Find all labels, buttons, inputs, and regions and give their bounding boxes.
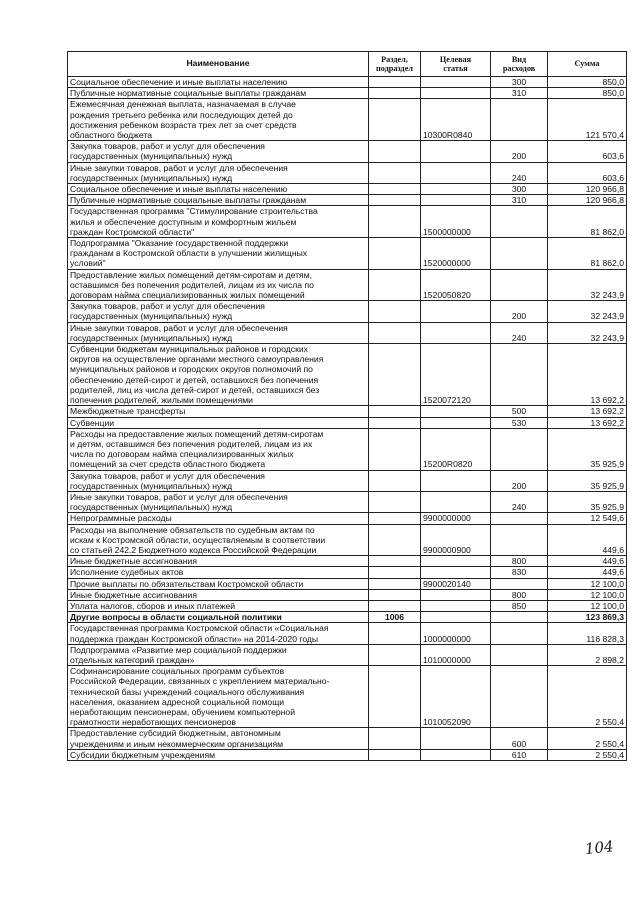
row-section-cell xyxy=(369,206,421,238)
row-section-cell xyxy=(369,600,421,611)
row-target-cell: 1000000000 xyxy=(421,623,491,644)
row-target-cell xyxy=(421,417,491,428)
row-expense-type-cell: 240 xyxy=(491,322,548,343)
row-name-cell: Иные бюджетные ассигнования xyxy=(68,589,369,600)
row-expense-type-cell xyxy=(491,269,548,301)
row-sum-cell: 35 925,9 xyxy=(548,491,627,512)
row-sum-cell: 123 869,3 xyxy=(548,612,627,623)
row-section-cell xyxy=(369,417,421,428)
row-section-cell xyxy=(369,141,421,162)
row-target-cell xyxy=(421,612,491,623)
row-target-cell: 15200R0820 xyxy=(421,428,491,470)
row-name-cell: Ежемесячная денежная выплата, назначаемая в случае рождения третьего ребенка или последующих детей до достижения ребенком возраста трех лет за счет средств областного бюджета xyxy=(68,99,369,141)
table-row xyxy=(68,524,627,556)
row-expense-type-cell: 800 xyxy=(491,589,548,600)
row-expense-type-cell xyxy=(491,666,548,728)
row-name-cell: Иные бюджетные ассигнования xyxy=(68,556,369,567)
table-row xyxy=(68,184,627,195)
row-section-cell xyxy=(369,195,421,206)
table-row xyxy=(68,406,627,417)
row-sum-cell: 81 862,0 xyxy=(548,238,627,270)
row-expense-type-cell: 830 xyxy=(491,567,548,578)
row-name-cell: Предоставление жилых помещений детям-сиротам и детям, оставшимся без попечения родителей, лицам из их числа по договорам найма специализированных жилых помещений xyxy=(68,269,369,301)
row-section-cell xyxy=(369,238,421,270)
row-name-cell: Государственная программа "Стимулирование строительства жилья и обеспечение доступным и комфортным жильем граждан Костромской области" xyxy=(68,206,369,238)
row-expense-type-cell: 300 xyxy=(491,184,548,195)
row-target-cell: 1010052090 xyxy=(421,666,491,728)
row-name-cell: Закупка товаров, работ и услуг для обеспечения государственных (муниципальных) нужд xyxy=(68,301,369,322)
row-name-cell: Иные закупки товаров, работ и услуг для обеспечения государственных (муниципальных) нужд xyxy=(68,162,369,183)
row-sum-cell: 32 243,9 xyxy=(548,322,627,343)
row-sum-cell: 2 550,4 xyxy=(548,728,627,749)
row-expense-type-cell xyxy=(491,644,548,665)
table-row xyxy=(68,99,627,141)
row-expense-type-cell: 850 xyxy=(491,600,548,611)
row-target-cell xyxy=(421,406,491,417)
row-section-cell xyxy=(369,728,421,749)
row-name-cell: Публичные нормативные социальные выплаты гражданам xyxy=(68,88,369,99)
table-row xyxy=(68,612,627,623)
row-expense-type-cell: 200 xyxy=(491,141,548,162)
table-row xyxy=(68,238,627,270)
row-name-cell: Государственная программа Костромской области «Социальная поддержка граждан Костромской области» на 2014-2020 годы xyxy=(68,623,369,644)
table-row xyxy=(68,428,627,470)
row-name-cell: Расходы на предоставление жилых помещений детям-сиротам и детям, оставшимся без попечения родителей, лицам из их числа по договорам найма специализированных жилых помещений за счет средств областного бюджета xyxy=(68,428,369,470)
row-sum-cell: 13 692,2 xyxy=(548,406,627,417)
row-expense-type-cell: 610 xyxy=(491,749,548,760)
row-sum-cell: 2 550,4 xyxy=(548,666,627,728)
table-row xyxy=(68,513,627,524)
row-name-cell: Межбюджетные трансферты xyxy=(68,406,369,417)
table-row xyxy=(68,88,627,99)
table-row xyxy=(68,666,627,728)
row-sum-cell: 32 243,9 xyxy=(548,269,627,301)
row-expense-type-cell: 240 xyxy=(491,162,548,183)
row-section-cell xyxy=(369,567,421,578)
row-section-cell xyxy=(369,491,421,512)
row-sum-cell: 449,6 xyxy=(548,567,627,578)
row-sum-cell: 35 925,9 xyxy=(548,428,627,470)
row-target-cell xyxy=(421,322,491,343)
row-name-cell: Иные закупки товаров, работ и услуг для обеспечения государственных (муниципальных) нужд xyxy=(68,322,369,343)
row-sum-cell: 32 243,9 xyxy=(548,301,627,322)
page-number: 104 xyxy=(584,837,615,859)
row-name-cell: Уплата налогов, сборов и иных платежей xyxy=(68,600,369,611)
row-sum-cell: 603,6 xyxy=(548,141,627,162)
table-row xyxy=(68,556,627,567)
row-expense-type-cell xyxy=(491,612,548,623)
row-name-cell: Прочие выплаты по обязательствам Костромской области xyxy=(68,578,369,589)
row-target-cell: 1520000000 xyxy=(421,238,491,270)
row-target-cell xyxy=(421,491,491,512)
row-target-cell xyxy=(421,728,491,749)
row-expense-type-cell: 310 xyxy=(491,195,548,206)
table-row xyxy=(68,269,627,301)
row-section-cell xyxy=(369,269,421,301)
row-name-cell: Исполнение судебных актов xyxy=(68,567,369,578)
row-expense-type-cell: 200 xyxy=(491,301,548,322)
table-row xyxy=(68,644,627,665)
row-section-cell xyxy=(369,578,421,589)
table-body xyxy=(68,77,627,761)
row-sum-cell: 35 925,9 xyxy=(548,470,627,491)
table-row xyxy=(68,322,627,343)
table-row xyxy=(68,578,627,589)
row-expense-type-cell: 200 xyxy=(491,470,548,491)
row-sum-cell: 120 966,8 xyxy=(548,184,627,195)
row-name-cell: Иные закупки товаров, работ и услуг для обеспечения государственных (муниципальных) нужд xyxy=(68,491,369,512)
row-expense-type-cell xyxy=(491,238,548,270)
row-target-cell xyxy=(421,301,491,322)
table-row xyxy=(68,195,627,206)
row-name-cell: Закупка товаров, работ и услуг для обеспечения государственных (муниципальных) нужд xyxy=(68,141,369,162)
row-sum-cell: 12 100,0 xyxy=(548,589,627,600)
row-section-cell xyxy=(369,88,421,99)
row-target-cell xyxy=(421,162,491,183)
row-target-cell xyxy=(421,195,491,206)
row-section-cell xyxy=(369,184,421,195)
row-section-cell xyxy=(369,666,421,728)
row-section-cell xyxy=(369,589,421,600)
row-target-cell: 1520050820 xyxy=(421,269,491,301)
row-section-cell xyxy=(369,301,421,322)
row-expense-type-cell xyxy=(491,99,548,141)
row-expense-type-cell: 240 xyxy=(491,491,548,512)
row-sum-cell: 2 550,4 xyxy=(548,749,627,760)
table-row xyxy=(68,623,627,644)
table-row xyxy=(68,417,627,428)
row-section-cell xyxy=(369,623,421,644)
row-expense-type-cell: 310 xyxy=(491,88,548,99)
table-row xyxy=(68,589,627,600)
row-expense-type-cell xyxy=(491,428,548,470)
table-row xyxy=(68,470,627,491)
row-target-cell xyxy=(421,77,491,88)
row-expense-type-cell xyxy=(491,344,548,406)
table-header-row xyxy=(68,52,627,77)
row-section-cell xyxy=(369,344,421,406)
row-expense-type-cell xyxy=(491,513,548,524)
row-section-cell xyxy=(369,77,421,88)
row-section-cell xyxy=(369,322,421,343)
row-name-cell: Социальное обеспечение и иные выплаты населению xyxy=(68,77,369,88)
row-sum-cell: 121 570,4 xyxy=(548,99,627,141)
row-target-cell: 1500000000 xyxy=(421,206,491,238)
row-name-cell: Закупка товаров, работ и услуг для обеспечения государственных (муниципальных) нужд xyxy=(68,470,369,491)
row-sum-cell: 13 692,2 xyxy=(548,344,627,406)
row-target-cell: 10300R0840 xyxy=(421,99,491,141)
header-sum: Сумма xyxy=(548,52,627,77)
row-expense-type-cell: 800 xyxy=(491,556,548,567)
row-sum-cell: 850,0 xyxy=(548,88,627,99)
row-section-cell xyxy=(369,644,421,665)
row-sum-cell: 120 966,8 xyxy=(548,195,627,206)
row-name-cell: Подпрограмма "Оказание государственной поддержки гражданам в Костромской области в улучшении жилищных условий" xyxy=(68,238,369,270)
row-name-cell: Публичные нормативные социальные выплаты гражданам xyxy=(68,195,369,206)
row-expense-type-cell xyxy=(491,578,548,589)
table-row xyxy=(68,344,627,406)
row-name-cell: Субвенции бюджетам муниципальных районов и городских округов на осуществление органами местного самоуправления муниципальных районов и городских округов полномочий по обеспечению детей-сирот и детей, оставшихся без попечения родителей, лиц из числа детей-сирот и детей, оставшихся без попечения родителей, жилыми помещениями xyxy=(68,344,369,406)
row-target-cell xyxy=(421,589,491,600)
table-row xyxy=(68,141,627,162)
row-section-cell xyxy=(369,162,421,183)
row-target-cell: 9900000900 xyxy=(421,524,491,556)
row-sum-cell: 2 898,2 xyxy=(548,644,627,665)
header-section: Раздел, подраздел xyxy=(369,52,421,77)
row-section-cell xyxy=(369,99,421,141)
row-expense-type-cell: 600 xyxy=(491,728,548,749)
row-target-cell xyxy=(421,567,491,578)
row-name-cell: Субсидии бюджетным учреждениям xyxy=(68,749,369,760)
row-section-cell xyxy=(369,428,421,470)
row-name-cell: Непрограммные расходы xyxy=(68,513,369,524)
row-section-cell xyxy=(369,406,421,417)
row-target-cell xyxy=(421,88,491,99)
row-target-cell: 1010000000 xyxy=(421,644,491,665)
row-expense-type-cell xyxy=(491,623,548,644)
row-expense-type-cell: 500 xyxy=(491,406,548,417)
row-name-cell: Расходы на выполнение обязательств по судебным актам по искам к Костромской области, осуществляемым в соответствии со статьей 242.2 Бюджетного кодекса Российской Федерации xyxy=(68,524,369,556)
row-sum-cell: 12 549,6 xyxy=(548,513,627,524)
table-row xyxy=(68,301,627,322)
table-row xyxy=(68,77,627,88)
row-target-cell: 1520072120 xyxy=(421,344,491,406)
table-row xyxy=(68,600,627,611)
row-expense-type-cell: 300 xyxy=(491,77,548,88)
row-sum-cell: 13 692,2 xyxy=(548,417,627,428)
row-name-cell: Предоставление субсидий бюджетным, автономным учреждениям и иным некоммерческим организациям xyxy=(68,728,369,749)
row-sum-cell: 116 828,3 xyxy=(548,623,627,644)
row-target-cell: 9900000000 xyxy=(421,513,491,524)
row-name-cell: Софинансирование социальных программ субъектов Российской Федерации, связанных с укреплением материально- технической базы учреждений социального обслуживания населения, оказанием адресной социальной помощи неработающим пенсионерам, обучением компьютерной грамотности неработающих пенсионеров xyxy=(68,666,369,728)
row-section-cell xyxy=(369,470,421,491)
table-row xyxy=(68,749,627,760)
table-row xyxy=(68,206,627,238)
row-sum-cell: 81 862,0 xyxy=(548,206,627,238)
row-section-cell: 1006 xyxy=(369,612,421,623)
row-expense-type-cell: 530 xyxy=(491,417,548,428)
table-row xyxy=(68,567,627,578)
row-expense-type-cell xyxy=(491,206,548,238)
row-section-cell xyxy=(369,524,421,556)
row-name-cell: Другие вопросы в области социальной политики xyxy=(68,612,369,623)
row-sum-cell: 12 100,0 xyxy=(548,578,627,589)
row-section-cell xyxy=(369,556,421,567)
table-row xyxy=(68,162,627,183)
row-section-cell xyxy=(369,513,421,524)
row-sum-cell: 850,0 xyxy=(548,77,627,88)
row-name-cell: Социальное обеспечение и иные выплаты населению xyxy=(68,184,369,195)
header-expense-type: Вид расходов xyxy=(491,52,548,77)
row-target-cell xyxy=(421,470,491,491)
row-target-cell xyxy=(421,141,491,162)
row-sum-cell: 449,6 xyxy=(548,556,627,567)
row-target-cell: 9900020140 xyxy=(421,578,491,589)
row-sum-cell: 12 100,0 xyxy=(548,600,627,611)
header-target: Целевая статья xyxy=(421,52,491,77)
budget-table xyxy=(67,51,627,761)
row-target-cell xyxy=(421,749,491,760)
table-row xyxy=(68,491,627,512)
row-section-cell xyxy=(369,749,421,760)
row-target-cell xyxy=(421,184,491,195)
row-expense-type-cell xyxy=(491,524,548,556)
row-name-cell: Субвенции xyxy=(68,417,369,428)
row-target-cell xyxy=(421,600,491,611)
row-target-cell xyxy=(421,556,491,567)
row-sum-cell: 449,6 xyxy=(548,524,627,556)
table-row xyxy=(68,728,627,749)
row-sum-cell: 603,6 xyxy=(548,162,627,183)
header-name: Наименование xyxy=(68,52,369,77)
row-name-cell: Подпрограмма «Развитие мер социальной поддержки отдельных категорий граждан» xyxy=(68,644,369,665)
